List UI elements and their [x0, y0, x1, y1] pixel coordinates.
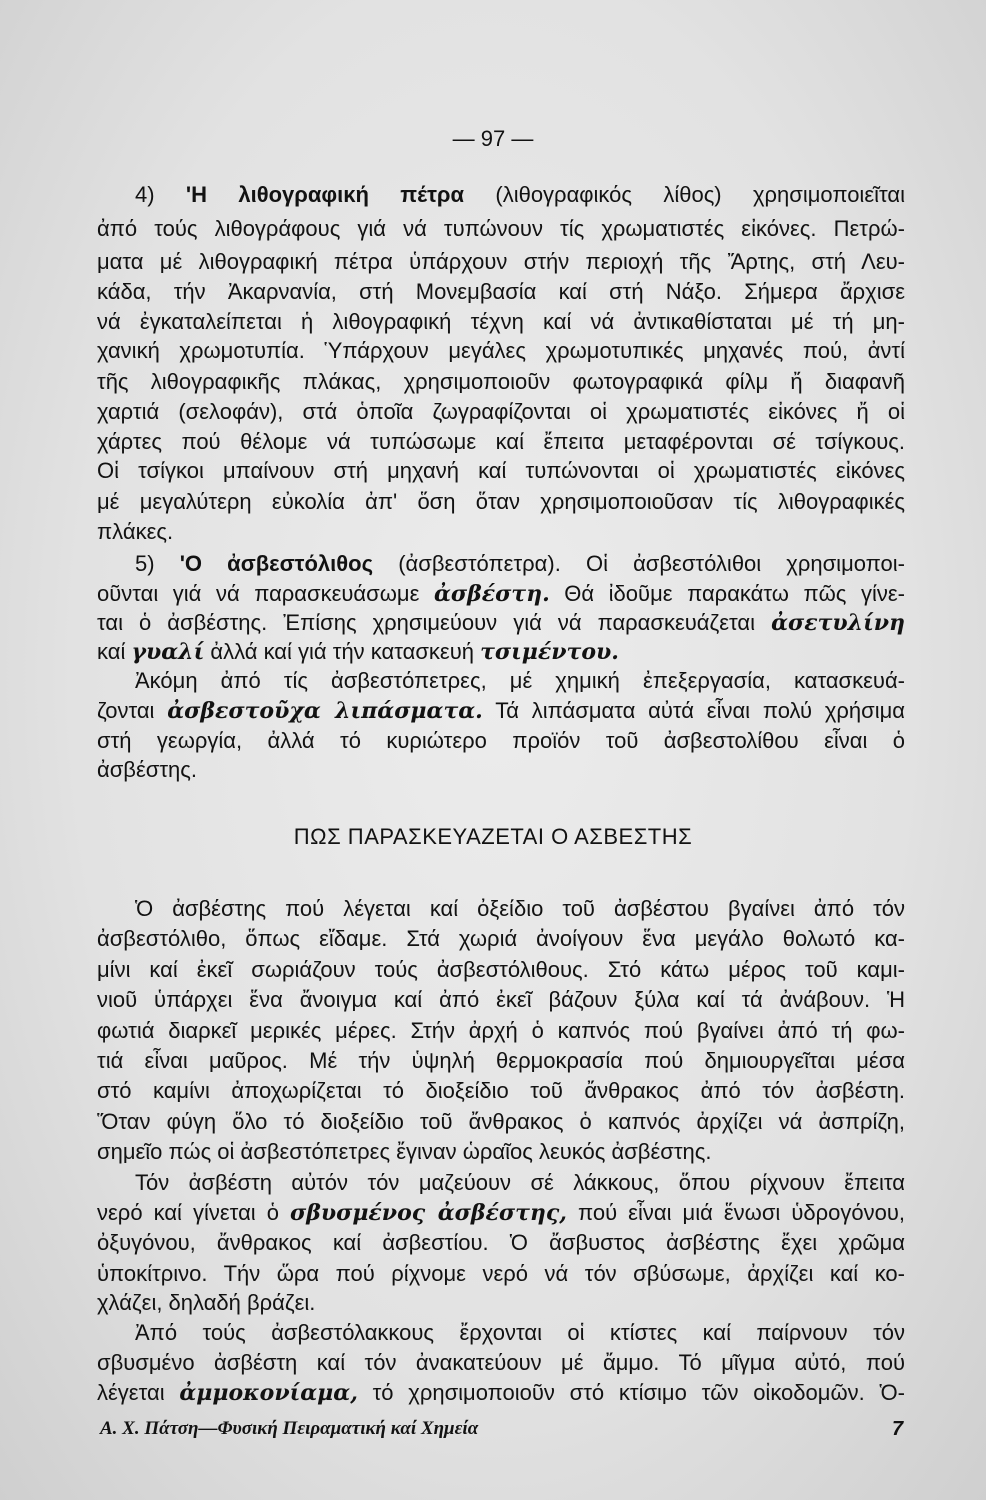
text-line	[97, 278, 905, 306]
text-line	[97, 756, 905, 784]
text-line	[97, 580, 905, 608]
text-run: νερό καί γίνεται ὁ	[97, 1200, 291, 1225]
text-line	[97, 1047, 905, 1075]
italic-term: σβυσμένος ἀσβέστης,	[290, 1200, 567, 1226]
text-run: σβυσμένο ἀσβέστη καί τόν ἀνακατεύουν μέ ἄμμο. Τό μῖγμα αὐτό, πού	[97, 1350, 905, 1375]
text-run: τῆς λιθογραφικῆς πλάκας, χρησιμοποιοῦν φωτογραφικά φίλμ ἤ διαφανῆ	[97, 369, 905, 394]
text-run: Ὁ ἀσβέστης πού λέγεται καί ὀξείδιο τοῦ ἀσβέστου βγαίνει ἀπό τόν	[135, 896, 905, 921]
text-run: Ἀπό τούς ἀσβεστόλακκους ἔρχονται οἱ κτίστες καί παίρνουν τόν	[135, 1320, 905, 1345]
text-run: πλάκες.	[97, 519, 174, 544]
text-run: καί	[97, 639, 132, 664]
text-line	[97, 986, 905, 1014]
text-run: ἀλλά καί γιά τήν κατασκευή	[204, 639, 481, 664]
text-line	[97, 1077, 905, 1105]
text-run: ἀσβεστόλιθο, ὅπως εἴδαμε. Στά χωριά ἀνοίγουν ἕνα μεγάλο θολωτό κα-	[97, 926, 905, 951]
text-run: λέγεται	[97, 1380, 180, 1405]
footer-signature: 7	[892, 1418, 904, 1440]
section-heading: ΠΩΣ ΠΑΡΑΣΚΕΥΑΖΕΤΑΙ Ο ΑΣΒΕΣΤΗΣ	[293, 824, 693, 849]
text-line	[97, 428, 905, 456]
page-number: — 97 —	[452, 126, 534, 151]
text-run: Τόν ἀσβέστη αὐτόν τόν μαζεύουν σέ λάκκους, ὅπου ρίχνουν ἔπειτα	[135, 1170, 905, 1195]
text-run: τιά εἶναι μαῦρος. Μέ τήν ὑψηλή θερμοκρασία πού δημιουργεῖται μέσα	[97, 1048, 905, 1073]
text-line	[97, 1199, 905, 1227]
text-line	[97, 697, 905, 725]
text-line	[97, 638, 905, 666]
text-run: μίνι καί ἐκεῖ σωριάζουν τούς ἀσβεστόλιθους. Στό κάτω μέρος τοῦ καμι-	[97, 957, 905, 982]
text-line	[97, 1260, 905, 1288]
footer-book-title: Α. Χ. Πάτση—Φυσική Πειραματική καί Χημεία	[100, 1418, 479, 1439]
italic-term: ἀμμοκονίαμα,	[179, 1380, 358, 1406]
text-run: Οἱ τσίγκοι μπαίνουν στή μηχανή καί τυπώνονται οἱ χρωματιστές εἰκόνες	[97, 458, 905, 483]
text-line	[97, 609, 905, 637]
text-line	[97, 1379, 905, 1407]
text-line	[97, 1229, 905, 1257]
text-line	[97, 956, 905, 984]
bold-term: 'Η λιθογραφική πέτρα	[185, 182, 465, 207]
italic-term: τσιμέντου.	[480, 639, 619, 665]
bold-term: 'Ο ἀσβεστόλιθος	[179, 551, 374, 576]
text-line	[97, 727, 905, 755]
text-run: σημεῖο πώς οἱ ἀσβεστόπετρες ἔγιναν ὡραῖος λευκός ἀσβέστης.	[97, 1139, 712, 1164]
text-run: Ὅταν φύγη ὅλο τό διοξείδιο τοῦ ἄνθρακος ὁ καπνός ἀρχίζει νά ἀσπρίζη,	[97, 1109, 905, 1134]
text-run: Ἀκόμη ἀπό τίς ἀσβεστόπετρες, μέ χημική ἐπεξεργασία, κατασκευά-	[135, 668, 905, 693]
text-line	[97, 215, 905, 243]
text-run: ἀπό τούς λιθογράφους γιά νά τυπώνουν τίς χρωματιστές εἰκόνες. Πετρώ-	[97, 216, 905, 241]
text-line	[135, 181, 905, 209]
text-run: χάρτες πού θέλομε νά τυπώσωμε καί ἔπειτα μεταφέρονται σέ τσίγκους.	[97, 429, 905, 454]
text-line	[97, 925, 905, 953]
text-run: ται ὁ ἀσβέστης. Ἐπίσης χρησιμεύουν γιά νά παρασκευάζεται	[97, 610, 772, 635]
text-run: χλάζει, δηλαδή βράζει.	[97, 1290, 316, 1315]
text-run: φωτιά διαρκεῖ μερικές μέρες. Στήν ἀρχή ὁ καπνός πού βγαίνει ἀπό τή φω-	[97, 1018, 905, 1043]
text-line	[97, 1349, 905, 1377]
text-run: στό καμίνι ἀποχωρίζεται τό διοξείδιο τοῦ ἄνθρακος ἀπό τόν ἀσβέστη.	[97, 1078, 905, 1103]
text-line	[135, 895, 905, 923]
text-run: ὑποκίτρινο. Τήν ὥρα πού ρίχνομε νερό νά τόν σβύσωμε, ἀρχίζει καί κο-	[97, 1261, 905, 1286]
text-line	[135, 667, 905, 695]
text-line	[97, 1138, 905, 1166]
text-line	[135, 550, 905, 578]
text-line	[135, 1319, 905, 1347]
text-run: ὀξυγόνου, ἄνθρακος καί ἀσβεστίου. Ὁ ἄσβυστος ἀσβέστης ἔχει χρῶμα	[97, 1230, 905, 1255]
italic-term: ἀσετυλίνη	[771, 610, 905, 636]
text-run: κάδα, τήν Ἀκαρνανία, στή Μονεμβασία καί στή Νάξο. Σήμερα ἄρχισε	[97, 279, 905, 304]
text-line	[97, 1108, 905, 1136]
text-run: ἀσβέστης.	[97, 757, 197, 782]
text-run: 4)	[135, 182, 186, 207]
text-run: στή γεωργία, ἀλλά τό κυριώτερο προϊόν τοῦ ἀσβεστολίθου εἶναι ὁ	[97, 728, 905, 753]
text-run: ζονται	[97, 698, 168, 723]
text-line	[97, 1017, 905, 1045]
text-run: 5)	[135, 551, 180, 576]
text-line	[97, 488, 905, 516]
italic-term: γυαλί	[131, 639, 205, 665]
text-run: χαρτιά (σελοφάν), στά ὁποῖα ζωγραφίζονται οἱ χρωματιστές εἰκόνες ἤ οἱ	[97, 399, 905, 424]
text-run: ματα μέ λιθογραφική πέτρα ὑπάρχουν στήν περιοχή τῆς Ἄρτης, στή Λευ-	[97, 249, 905, 274]
text-run: (λιθογραφικός λίθος) χρησιμοποιεῖται	[464, 182, 905, 207]
italic-term: ἀσβέστη.	[433, 581, 550, 607]
text-line	[97, 308, 905, 336]
text-line	[97, 337, 905, 365]
text-line	[97, 368, 905, 396]
text-line	[135, 1169, 905, 1197]
text-line	[97, 457, 905, 485]
text-run: νιοῦ ὑπάρχει ἕνα ἄνοιγμα καί ἀπό ἐκεῖ βάζουν ξύλα καί τά ἀνάβουν. Ἡ	[97, 987, 905, 1012]
text-run: χανική χρωμοτυπία. Ὑπάρχουν μεγάλες χρωμοτυπικές μηχανές πού, ἀντί	[97, 338, 905, 363]
italic-term: ἀσβεστοῦχα λιπάσματα.	[167, 698, 483, 724]
text-line	[97, 248, 905, 276]
text-run: τό χρησιμοποιοῦν στό κτίσιμο τῶν οἰκοδομῶν. Ὁ-	[357, 1380, 905, 1405]
text-line	[97, 518, 905, 546]
text-run: μέ μεγαλύτερη εὐκολία ἀπ' ὅση ὅταν χρησιμοποιοῦσαν τίς λιθογραφικές	[97, 489, 905, 514]
text-line	[97, 1289, 905, 1317]
text-line	[97, 398, 905, 426]
text-run: νά ἐγκαταλείπεται ἡ λιθογραφική τέχνη καί νά ἀντικαθίσταται μέ τή μη-	[97, 309, 905, 334]
text-run: (ἀσβεστόπετρα). Οἱ ἀσβεστόλιθοι χρησιμοποι-	[373, 551, 905, 576]
text-run: Τά λιπάσματα αὐτά εἶναι πολύ χρήσιμα	[482, 698, 906, 723]
text-run: πού εἶναι μιά ἕνωσι ὑδρογόνου,	[566, 1200, 906, 1225]
text-run: Θά ἰδοῦμε παρακάτω πῶς γίνε-	[549, 581, 905, 606]
text-run: οῦνται γιά νά παρασκευάσωμε	[97, 581, 434, 606]
